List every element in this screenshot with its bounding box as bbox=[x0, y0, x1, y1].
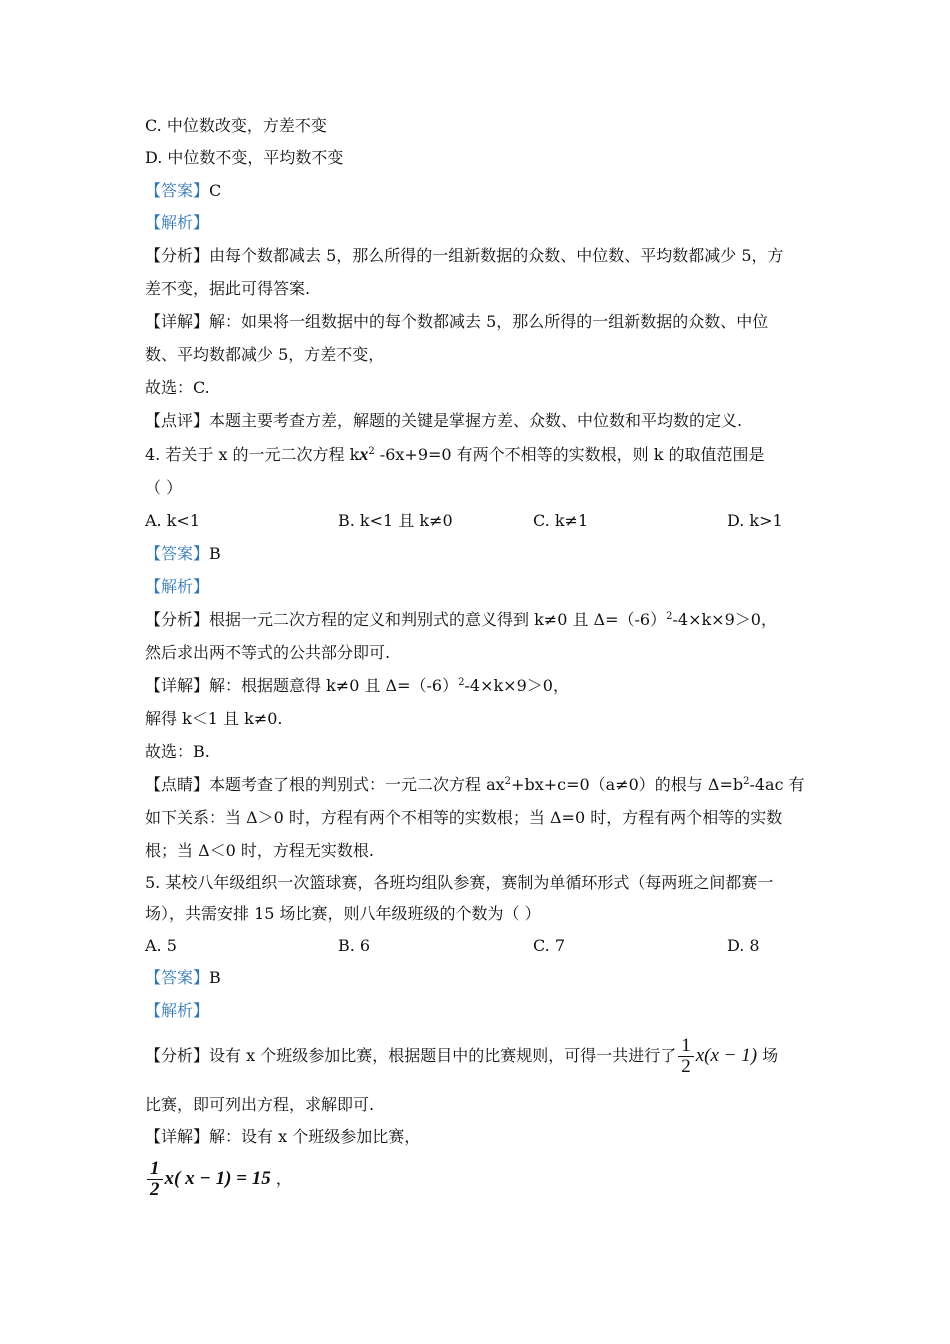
fraction-one-half bbox=[678, 1036, 694, 1077]
detail-text: 解：设有 x 个班级参加比赛， bbox=[209, 1127, 421, 1146]
q5-option-b: B. 6 bbox=[338, 936, 371, 955]
fraction-numerator: 1 bbox=[678, 1036, 694, 1057]
q4-choice: 故选：B. bbox=[145, 742, 210, 761]
superscript: 2 bbox=[666, 611, 673, 622]
analysis-tail: 场 bbox=[757, 1046, 779, 1065]
jiexi-tag: 【解析】 bbox=[145, 1001, 210, 1020]
stem-exponent: 2 bbox=[368, 446, 375, 457]
q4-option-b: B. k<1 且 k≠0 bbox=[338, 511, 453, 530]
superscript: 2 bbox=[504, 776, 512, 787]
q4-comment-line-1 bbox=[145, 775, 825, 795]
q5-option-a: A. 5 bbox=[145, 936, 177, 955]
analysis-tag: 【分析】 bbox=[145, 246, 210, 265]
q3-detail-line-1 bbox=[145, 312, 825, 332]
q4-answer bbox=[145, 544, 825, 564]
q4-detail-line-1 bbox=[145, 676, 825, 696]
q5-detail-line-1 bbox=[145, 1127, 825, 1147]
q3-option-d: D. 中位数不变，平均数不变 bbox=[145, 148, 344, 167]
q4-comment-line-2: 如下关系：当 Δ＞0 时，方程有两个不相等的实数根；当 Δ=0 时，方程有两个相等的实数 bbox=[145, 808, 783, 827]
detail-tag: 【详解】 bbox=[145, 312, 210, 331]
analysis-text: 根据一元二次方程的定义和判别式的意义得到 k≠0 且 Δ=（-6） bbox=[209, 610, 667, 629]
stem-text: 4. 若关于 x 的一元二次方程 k bbox=[145, 445, 360, 464]
q5-jiexi bbox=[145, 1001, 825, 1021]
q4-detail-line-2: 解得 k＜1 且 k≠0. bbox=[145, 709, 283, 728]
q5-answer bbox=[145, 968, 825, 988]
answer-tag: 【答案】 bbox=[145, 544, 210, 563]
comment-text-2: +bx+c=0（a≠0）的根与 Δ=b bbox=[511, 775, 744, 794]
q4-option-a: A. k<1 bbox=[145, 511, 201, 530]
answer-tag: 【答案】 bbox=[145, 181, 210, 200]
equation-body: x( x − 1) = 15 bbox=[164, 1168, 271, 1189]
comment-tag: 【点评】 bbox=[145, 411, 210, 430]
q3-analysis-line-2: 差不变，据此可得答案. bbox=[145, 279, 311, 298]
q3-comment bbox=[145, 411, 825, 431]
q5-analysis-line-2: 比赛，即可列出方程，求解即可. bbox=[145, 1095, 375, 1114]
q4-jiexi bbox=[145, 577, 825, 597]
answer-value: B bbox=[209, 544, 221, 563]
q4-stem-line-1 bbox=[145, 444, 825, 465]
q3-detail-line-2: 数、平均数都减少 5，方差不变， bbox=[145, 345, 385, 364]
fraction-denominator: 2 bbox=[150, 1179, 160, 1200]
q5-stem-line-1: 5. 某校八年级组织一次篮球赛，各班均组队参赛，赛制为单循环形式（每两班之间都赛一 bbox=[145, 873, 774, 892]
analysis-text-2: -4×k×9＞0， bbox=[672, 610, 777, 629]
q4-analysis-line-2: 然后求出两不等式的公共部分即可. bbox=[145, 643, 391, 662]
analysis-text: 由每个数都减去 5，那么所得的一组新数据的众数、中位数、平均数都减少 5，方 bbox=[209, 246, 784, 265]
answer-tag: 【答案】 bbox=[145, 968, 210, 987]
q5-analysis-line-1 bbox=[145, 1035, 825, 1077]
q4-stem-paren: （ ） bbox=[145, 478, 183, 497]
q3-analysis-line-1 bbox=[145, 246, 825, 266]
q5-option-c: C. 7 bbox=[533, 936, 566, 955]
q5-equation bbox=[145, 1158, 825, 1200]
q3-jiexi bbox=[145, 213, 825, 233]
analysis-text: 设有 x 个班级参加比赛，根据题目中的比赛规则，可得一共进行了 bbox=[209, 1046, 677, 1065]
detail-text: 解：根据题意得 k≠0 且 Δ=（-6） bbox=[209, 676, 459, 695]
detail-tag: 【详解】 bbox=[145, 676, 210, 695]
equation-tail: ， bbox=[270, 1169, 292, 1188]
q5-stem-line-2: 场），共需安排 15 场比赛，则八年级班级的个数为（ ） bbox=[145, 904, 541, 923]
jiexi-tag: 【解析】 bbox=[145, 577, 210, 596]
fraction-numerator: 1 bbox=[147, 1159, 163, 1180]
math-expression: x(x − 1) bbox=[695, 1045, 758, 1066]
comment-text: 本题考查了根的判别式：一元二次方程 ax bbox=[209, 775, 505, 794]
answer-value: B bbox=[209, 968, 221, 987]
analysis-tag: 【分析】 bbox=[145, 1046, 210, 1065]
superscript: 2 bbox=[743, 776, 750, 787]
q4-option-c: C. k≠1 bbox=[533, 511, 589, 530]
q3-answer bbox=[145, 181, 825, 201]
equation-fraction bbox=[147, 1159, 163, 1200]
q4-option-d: D. k>1 bbox=[727, 511, 783, 530]
detail-tag: 【详解】 bbox=[145, 1127, 210, 1146]
answer-value: C bbox=[209, 181, 222, 200]
jiexi-tag: 【解析】 bbox=[145, 213, 210, 232]
fraction-denominator: 2 bbox=[681, 1056, 691, 1077]
q5-option-d: D. 8 bbox=[727, 936, 760, 955]
detail-text: 解：如果将一组数据中的每个数都减去 5，那么所得的一组新数据的众数、中位 bbox=[209, 312, 769, 331]
q4-comment-line-3: 根；当 Δ＜0 时，方程无实数根. bbox=[145, 841, 374, 860]
q4-analysis-line-1 bbox=[145, 610, 825, 630]
detail-text-2: -4×k×9＞0， bbox=[464, 676, 569, 695]
comment-text: 本题主要考查方差，解题的关键是掌握方差、众数、中位数和平均数的定义. bbox=[209, 411, 743, 430]
analysis-tag: 【分析】 bbox=[145, 610, 210, 629]
q3-choice: 故选：C. bbox=[145, 378, 210, 397]
comment-tag: 【点睛】 bbox=[145, 775, 210, 794]
stem-text-2: -6x+9=0 有两个不相等的实数根，则 k 的取值范围是 bbox=[374, 445, 765, 464]
stem-variable: x bbox=[359, 444, 369, 464]
comment-text-3: -4ac 有 bbox=[749, 775, 805, 794]
q3-option-c: C. 中位数改变，方差不变 bbox=[145, 116, 327, 135]
superscript: 2 bbox=[458, 677, 465, 688]
